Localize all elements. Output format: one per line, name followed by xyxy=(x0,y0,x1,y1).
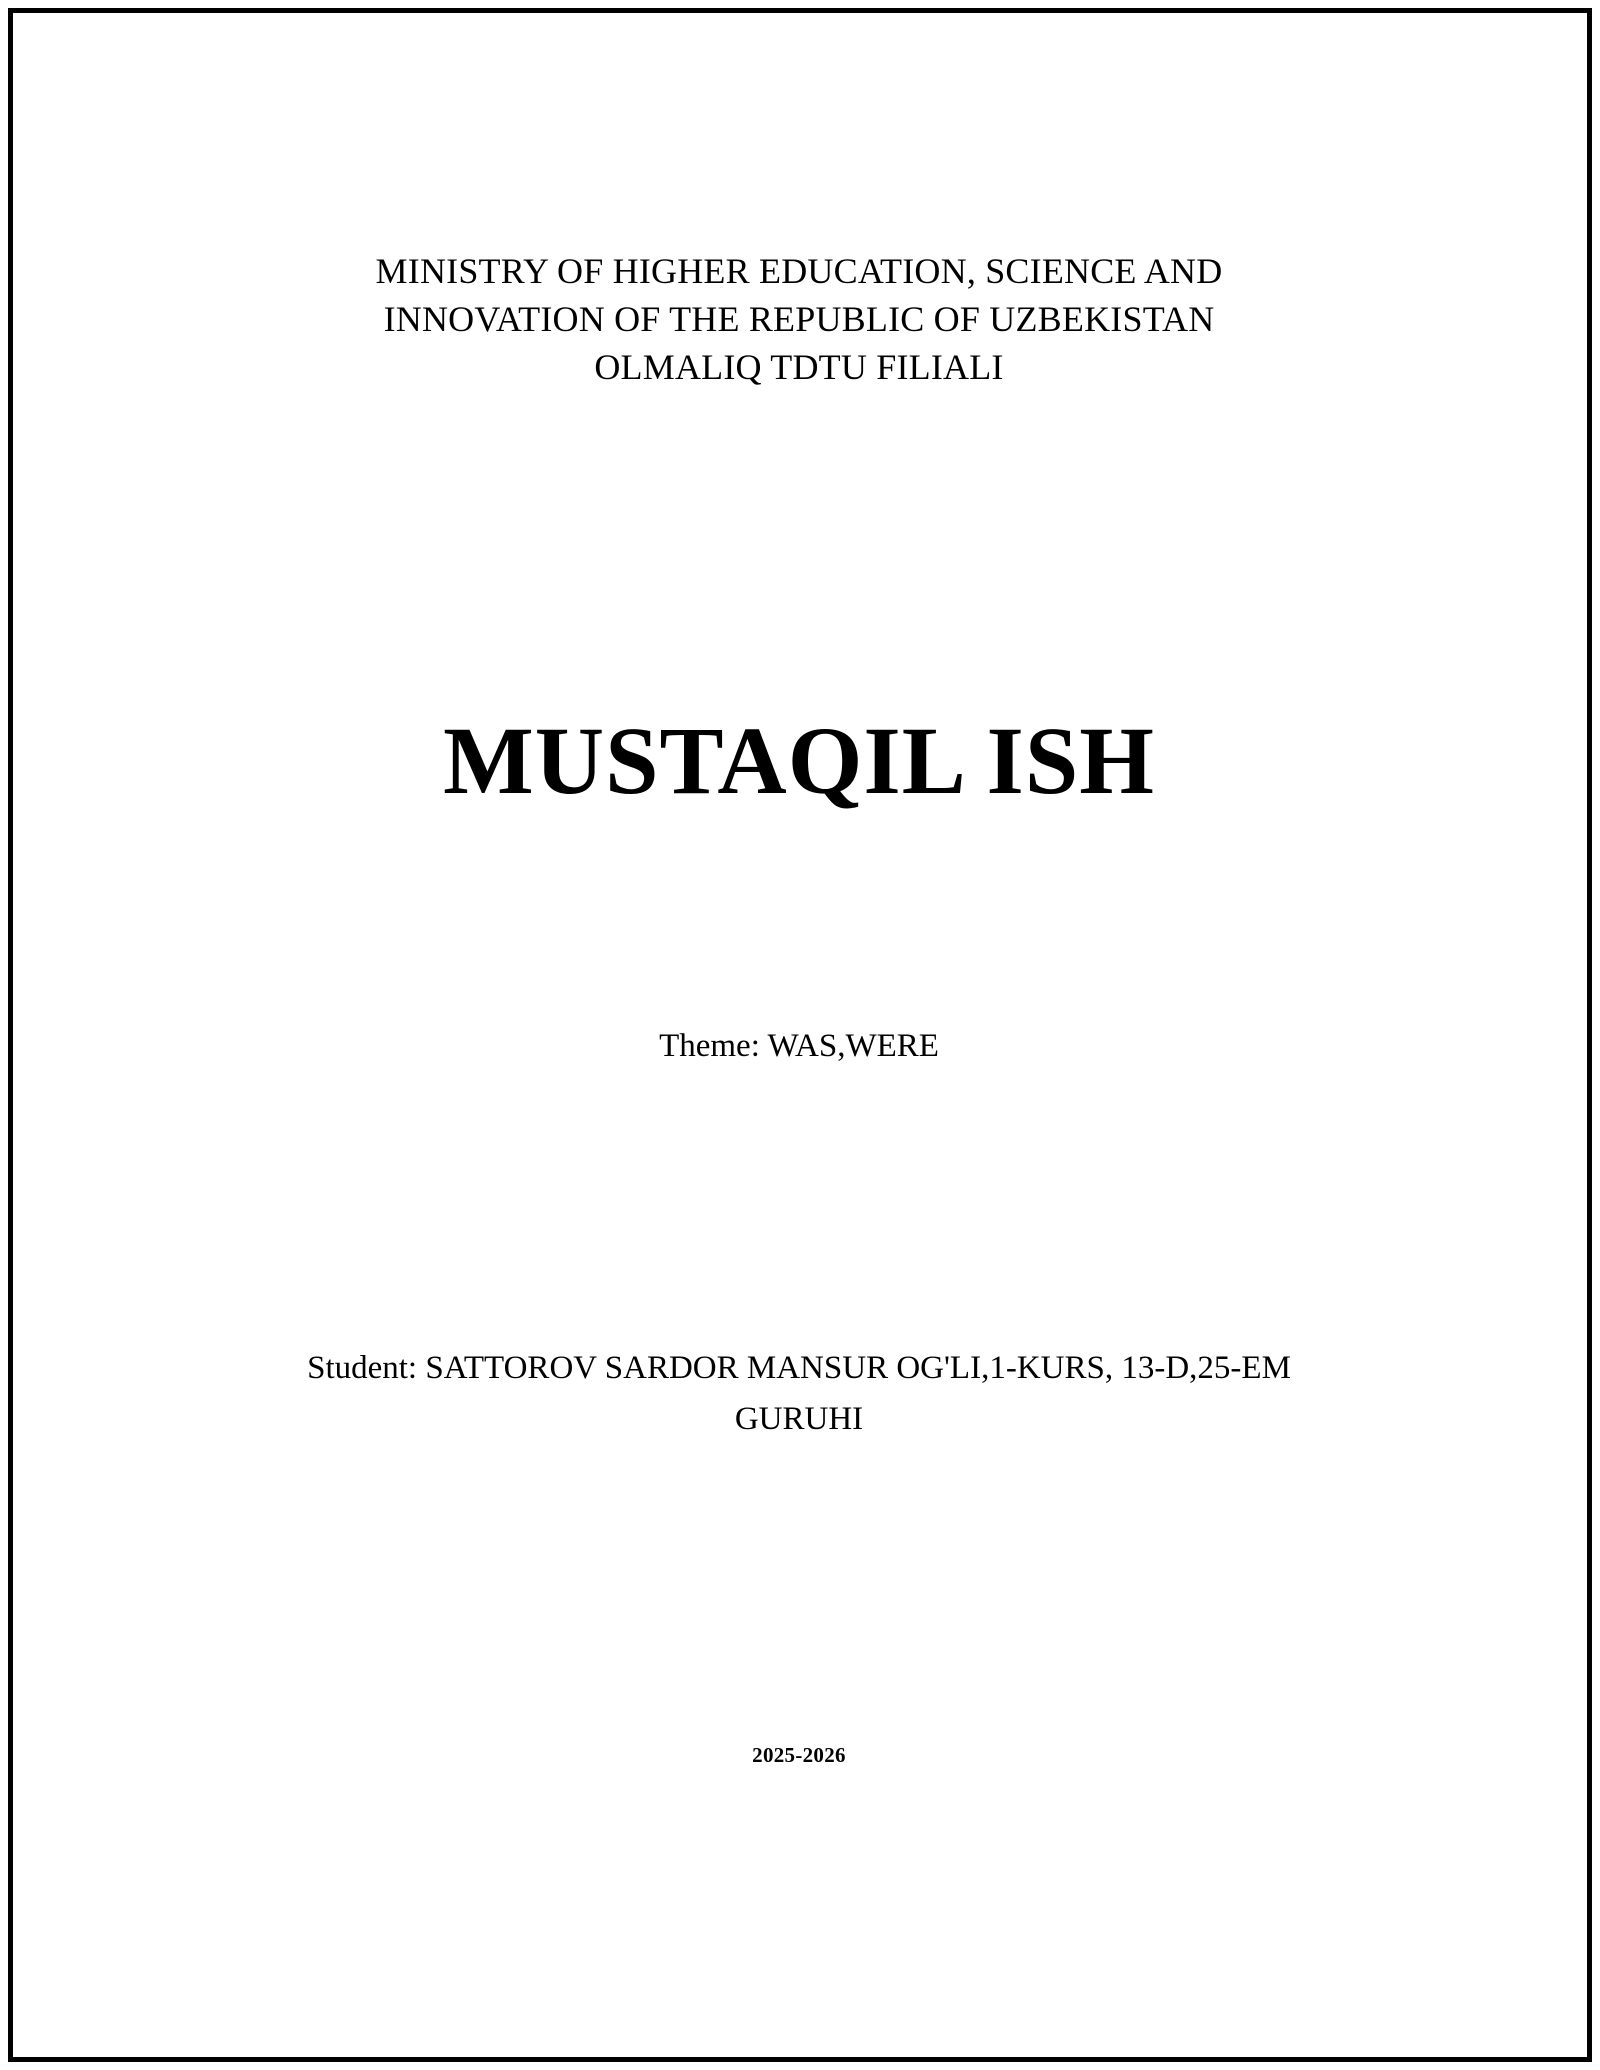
document-title: MUSTAQIL ISH xyxy=(443,707,1155,814)
institution-line-2: INNOVATION OF THE REPUBLIC OF UZBEKISTAN xyxy=(383,298,1215,339)
page-border xyxy=(8,8,1592,2062)
student-info xyxy=(189,1343,1409,1445)
page-content xyxy=(69,53,1533,2007)
theme-label: Theme: WAS,WERE xyxy=(659,1028,939,1064)
institution-heading xyxy=(249,248,1349,392)
academic-year: 2025-2026 xyxy=(752,1743,846,1767)
institution-line-3: OLMALIQ TDTU FILIALI xyxy=(594,346,1004,387)
institution-line-1: MINISTRY OF HIGHER EDUCATION, SCIENCE AND xyxy=(375,251,1223,291)
student-info-line-2: GURUHI xyxy=(734,1401,864,1438)
student-info-line-1: Student: SATTOROV SARDOR MANSUR OG'LI,1-KURS, 13-D,25-EM xyxy=(307,1350,1291,1386)
